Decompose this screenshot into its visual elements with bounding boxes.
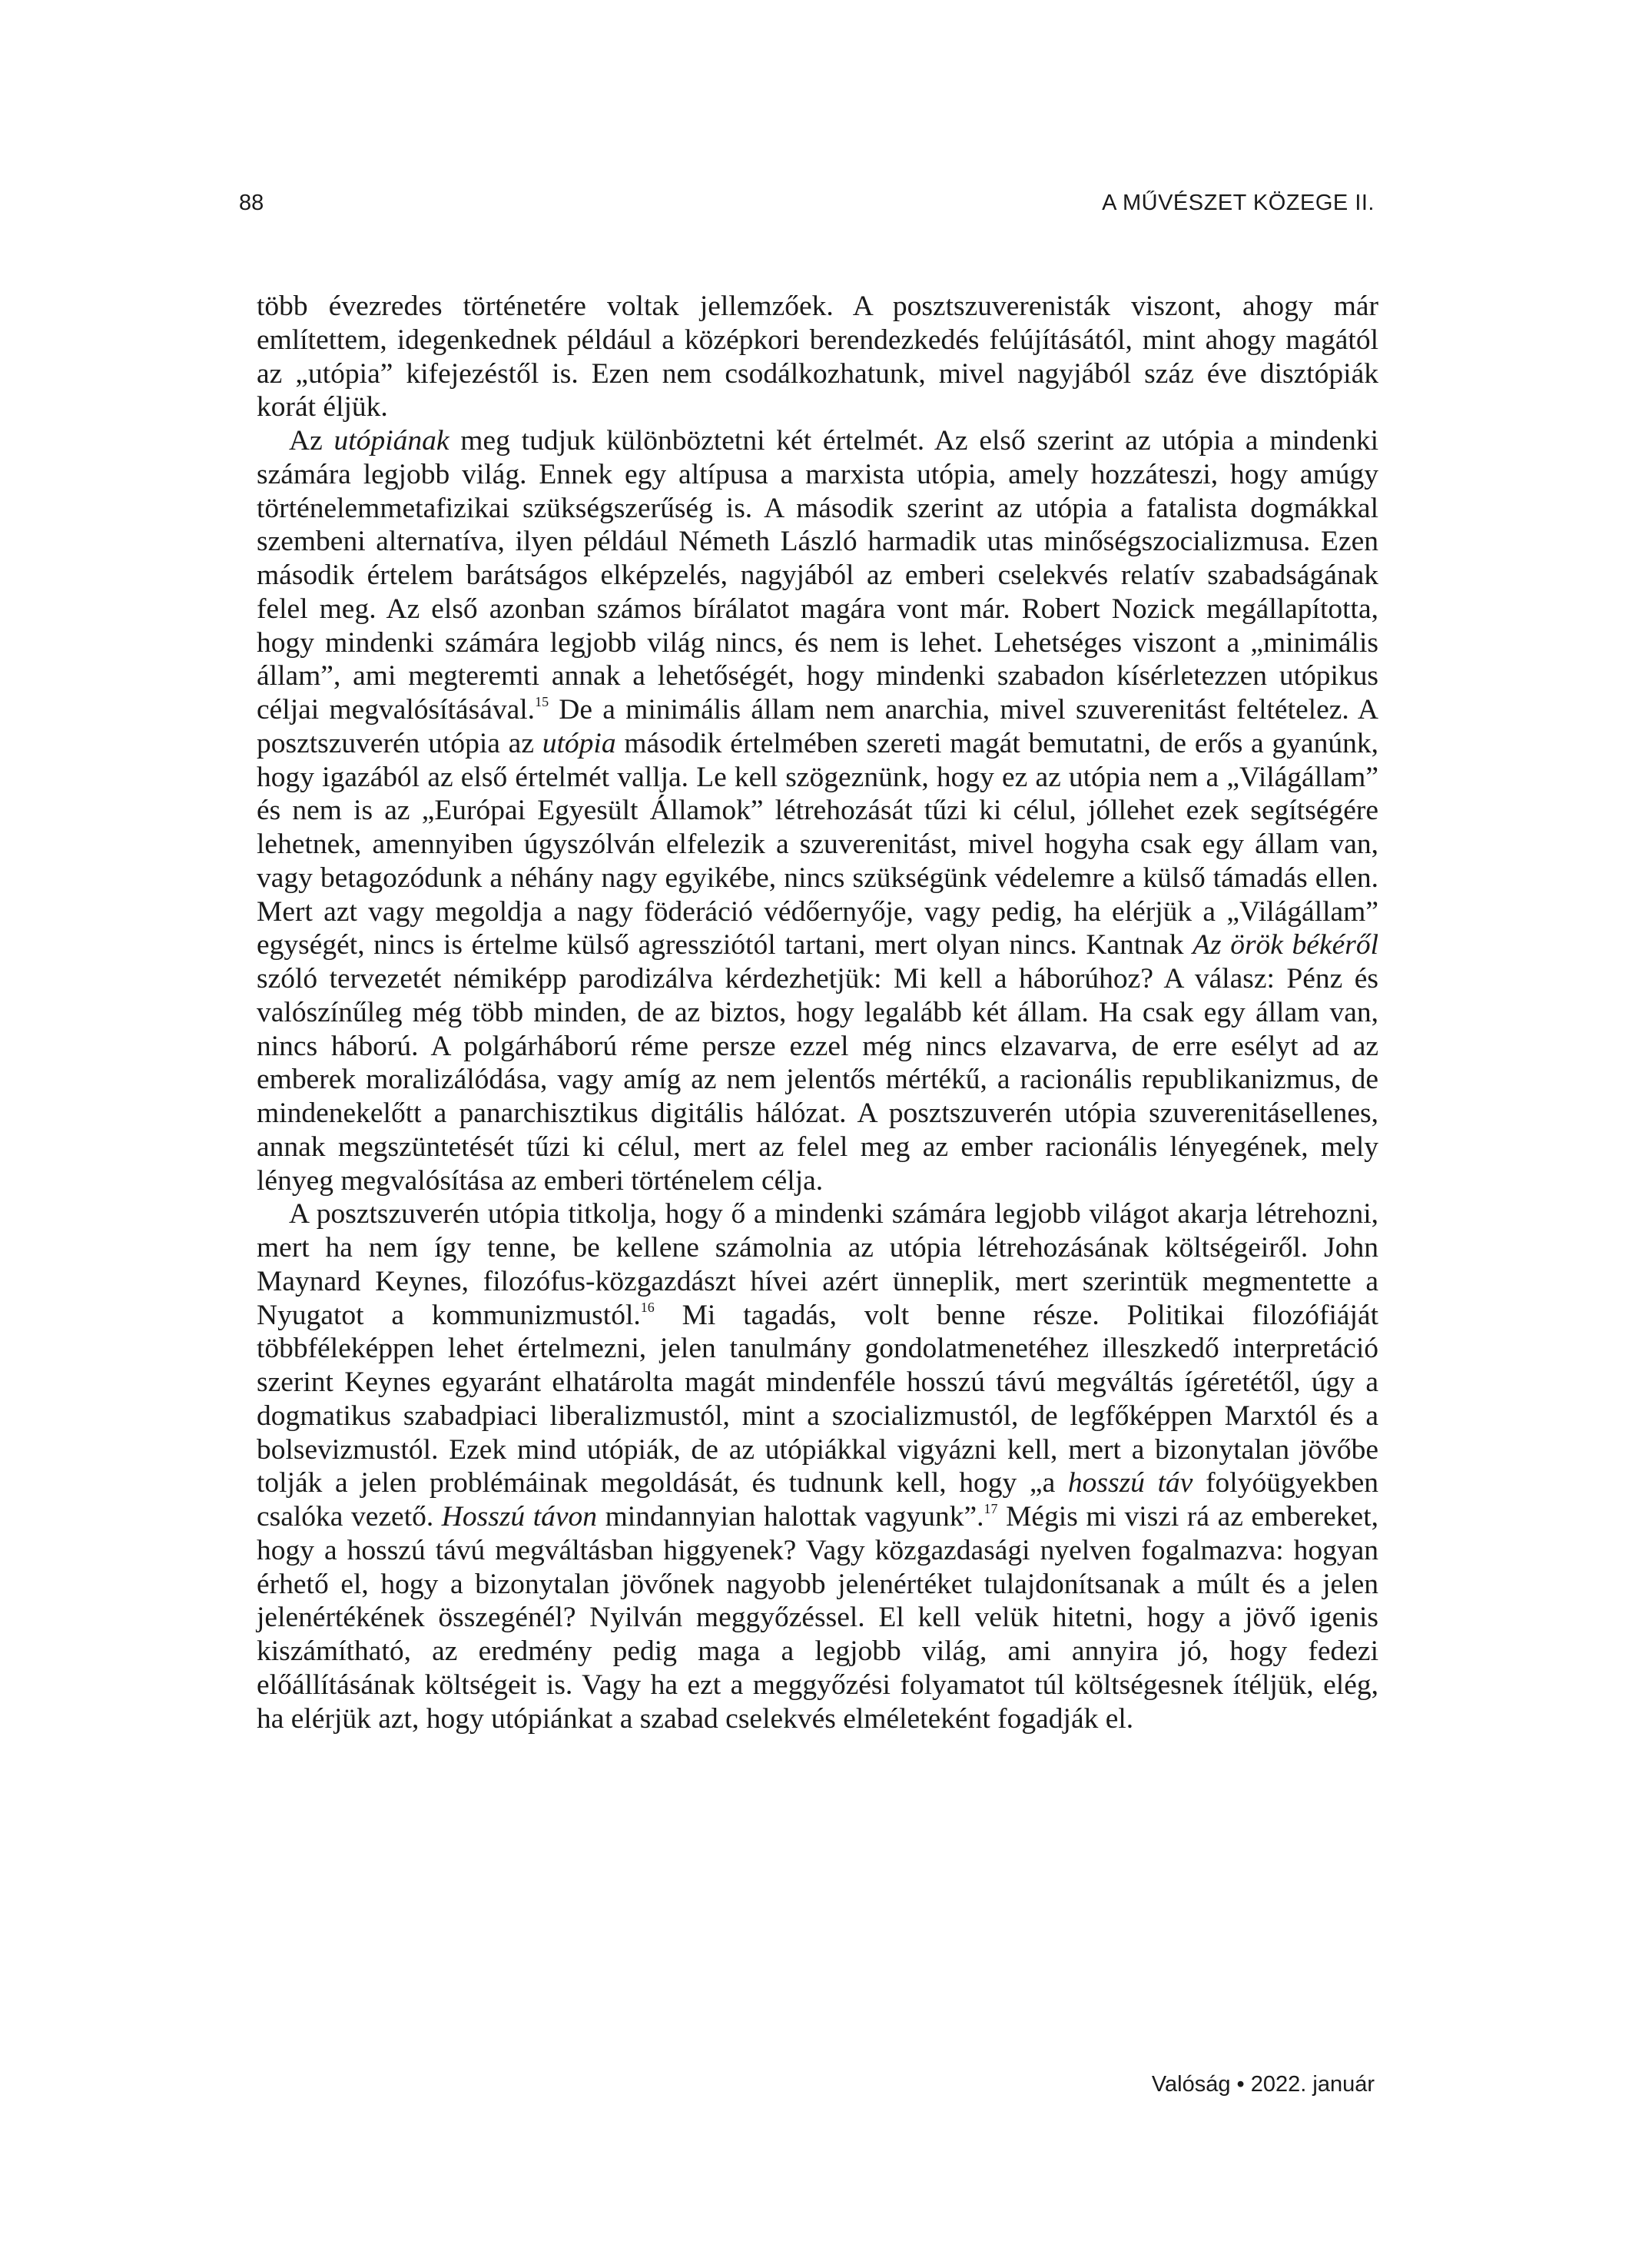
paragraph-text-run: szóló tervezetét némiképp parodizálva kérdezhetjük: Mi kell a háborúhoz? A válasz: Pénz és valószínűleg még több minden, de az biztos, hogy legalább két állam. Ha csak egy állam van, nincs háború. A polgárháború réme persze ezzel még nincs elzavarva, de erre esélyt ad az emberek moralizálódása, vagy amíg az nem jelentős mértékű, a racionális republikanizmus, de mindenekelőtt a panarchisztikus digitális hálózat. A posztszuverén utópia szuverenitásellenes, annak megszüntetését tűzi ki célul, mert az felel meg az ember racionális lényegének, mely lényeg megvalósítása az emberi történelem célja. bbox=[257, 963, 1378, 1197]
footnote-ref-15: 15 bbox=[535, 694, 549, 709]
italic-term: hosszú táv bbox=[1067, 1467, 1193, 1499]
paragraph-1 bbox=[257, 290, 1378, 424]
italic-book-title: Az örök békéről bbox=[1192, 929, 1378, 961]
page-number: 88 bbox=[239, 191, 264, 215]
paragraph-text-run: meg tudjuk különböztetni két értelmét. Az első szerint az utópia a mindenki számára legjobb világ. Ennek egy altípusa a marxista utópia, amely hozzáteszi, hogy amúgy történelemmetafizikai szükségszerűség is. A második szerint az utópia a fatalista dogmákkal szembeni alternatíva, ilyen például Németh László harmadik utas minőségszocializmusa. Ezen második értelem barátságos elképzelés, nagyjából az emberi cselekvés relatív szabadságának felel meg. Az első azonban számos bírálatot magára vont már. Robert Nozick megállapította, hogy mindenki számára legjobb világ nincs, és nem is lehet. Lehetséges viszont a „minimális állam”, ami megteremti annak a lehetőségét, hogy mindenki szabadon kísérletezzen utópikus céljai megvalósításával. bbox=[257, 425, 1379, 726]
italic-term: Hosszú távon bbox=[441, 1501, 598, 1532]
paragraph-3 bbox=[257, 1197, 1378, 1735]
paragraph-text-run: mindannyian halottak vagyunk”. bbox=[597, 1501, 984, 1532]
paragraph-text-run: folyóügyekben csalóka vezető. bbox=[257, 1467, 1379, 1532]
paragraph-text-run: De a minimális állam nem anarchia, mivel szuverenitást feltételez. A posztszuverén utópia az bbox=[257, 694, 1378, 759]
italic-term: utópia bbox=[542, 727, 616, 759]
paragraph-text-run: második értelmében szereti magát bemutatni, de erős a gyanúnk, hogy igazából az első értelmét vallja. Le kell szögeznünk, hogy ez az utópia nem a „Világállam” és nem is az „Európai Egyesült Államok” létrehozását tűzi ki célul, jóllehet ezek segítségére lehetnek, amennyiben úgyszólván elfelezik a szuverenitást, mivel hogyha csak egy állam van, vagy betagozódunk a néhány nagy egyikébe, nincs szükségünk védelemre a külső támadás ellen. Mert azt vagy megoldja a nagy föderáció védőernyője, vagy pedig, ha elérjük a „Világállam” egységét, nincs is értelme külső agressziótól tartani, mert olyan nincs. Kantnak bbox=[257, 727, 1378, 961]
footnote-ref-16: 16 bbox=[640, 1299, 655, 1315]
italic-term: utópiának bbox=[333, 425, 449, 457]
paragraph-text-run: Mi tagadás, volt benne része. Politikai filozófiáját többféleképpen lehet értelmezni, jelen tanulmány gondolatmenetéhez illeszkedő interpretáció szerint Keynes egyaránt elhatárolta magát mindenféle hosszú távú megváltás ígéretétől, úgy a dogmatikus szabadpiaci liberalizmustól, mint a szocializmustól, de legfőképpen Marxtól és a bolsevizmustól. Ezek mind utópiák, de az utópiákkal vigyázni kell, mert a bizonytalan jövőbe tolják a jelen problémáinak megoldását, és tudnunk kell, hogy „a bbox=[257, 1299, 1378, 1499]
paragraph-1-text: több évezredes történetére voltak jellemzőek. A posztszuverenisták viszont, ahogy már említettem, idegenkednek például a középkori berendezkedés felújításától, mint ahogy magától az „utópia” kifejezéstől is. Ezen nem csodálkozhatunk, mivel nagyjából száz éve disztópiák korát éljük. bbox=[257, 291, 1378, 423]
footnote-ref-17: 17 bbox=[984, 1501, 998, 1516]
paragraph-text-run: A posztszuverén utópia titkolja, hogy ő a mindenki számára legjobb világot akarja létrehozni, mert ha nem így tenne, be kellene számolnia az utópia létrehozásának költségeiről. John Maynard Keynes, filozófus-közgazdászt hívei azért ünneplik, mert szerintük megmentette a Nyugatot a kommunizmustól. bbox=[257, 1198, 1378, 1331]
paragraph-2 bbox=[257, 424, 1378, 1197]
running-header-title: A MŰVÉSZET KÖZEGE II. bbox=[1102, 191, 1375, 215]
paragraph-text-run: Mégis mi viszi rá az embereket, hogy a hosszú távú megváltásban higgyenek? Vagy közgazdasági nyelven fogalmazva: hogyan érhető el, hogy a bizonytalan jövőnek nagyobb jelenértéket tulajdonítsanak a múlt és a jelen jelenértékének összegénél? Nyilván meggyőzéssel. El kell velük hitetni, hogy a jövő igenis kiszámítható, az eredmény pedig maga a legjobb világ, ami annyira jó, hogy fedezi előállításának költségeit is. Vagy ha ezt a meggyőzési folyamatot túl költségesnek ítéljük, elég, ha elérjük azt, hogy utópiánkat a szabad cselekvés elméleteként fogadják el. bbox=[257, 1501, 1378, 1735]
paragraph-text-run: Az bbox=[289, 425, 334, 457]
body-text bbox=[257, 290, 1378, 1735]
footer-publication: Valóság • 2022. január bbox=[1151, 2072, 1375, 2097]
